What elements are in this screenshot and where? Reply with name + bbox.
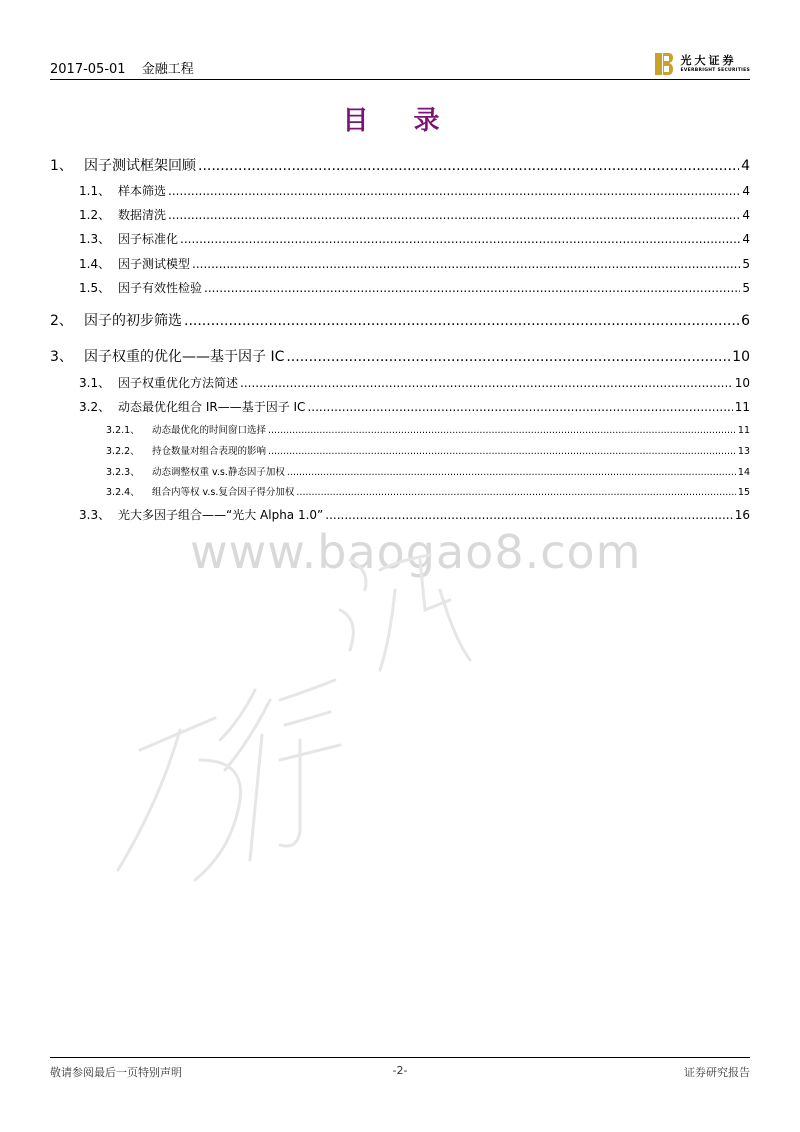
logo-cn-text: 光大证券 <box>680 54 737 67</box>
toc-leader <box>168 208 740 222</box>
toc-page: 5 <box>742 281 750 295</box>
toc-number: 3、 <box>50 349 73 365</box>
toc-label: 因子测试模型 <box>118 257 191 271</box>
toc-item-3-2-3[interactable] <box>50 464 750 478</box>
toc-page: 11 <box>737 425 750 436</box>
toc-label: 动态最优化的时间窗口选择 <box>152 425 267 436</box>
toc-label: 因子的初步筛选 <box>84 313 182 329</box>
header-meta <box>50 58 206 77</box>
toc-item-3[interactable] <box>50 346 750 366</box>
toc-label: 数据清洗 <box>118 208 167 222</box>
toc-item-3-2-2[interactable] <box>50 443 750 457</box>
toc-item-3-2[interactable] <box>50 398 750 415</box>
toc-page: 13 <box>737 446 750 457</box>
toc-page: 4 <box>742 208 750 222</box>
toc-leader <box>168 184 740 198</box>
toc-number: 1.2、 <box>79 208 111 222</box>
toc-item-3-2-4[interactable] <box>50 484 750 498</box>
page-number: -2- <box>392 1064 408 1077</box>
toc-leader <box>198 158 739 174</box>
toc-label: 因子标准化 <box>118 232 179 246</box>
toc-label: 动态最优化组合 IR——基于因子 IC <box>118 400 306 414</box>
logo-en-text: EVERBRIGHT SECURITIES <box>680 68 750 73</box>
toc-item-3-3[interactable] <box>50 506 750 523</box>
company-logo <box>654 50 750 78</box>
toc-label: 光大多因子组合——“光大 Alpha 1.0” <box>118 508 324 522</box>
toc-leader <box>192 257 740 271</box>
toc-page: 16 <box>734 508 750 522</box>
toc-page: 6 <box>741 313 750 329</box>
page-footer <box>50 1057 750 1082</box>
toc-item-1-3[interactable] <box>50 230 750 247</box>
toc-leader <box>240 376 733 390</box>
toc-number: 3.1、 <box>79 376 111 390</box>
toc-item-1-4[interactable] <box>50 255 750 272</box>
toc-number: 1.3、 <box>79 232 111 246</box>
footer-report-type: 证券研究报告 <box>684 1066 750 1079</box>
header-category: 金融工程 <box>141 62 194 77</box>
toc-label: 因子测试框架回顾 <box>84 158 196 174</box>
toc-label: 动态调整权重 v.s.静态因子加权 <box>152 467 285 478</box>
toc-leader <box>286 349 730 365</box>
toc-item-1-2[interactable] <box>50 206 750 223</box>
toc-number: 3.2、 <box>79 400 111 414</box>
toc-item-1-1[interactable] <box>50 182 750 199</box>
toc-page: 4 <box>742 232 750 246</box>
header-date: 2017-05-01 <box>50 62 126 77</box>
toc-item-1-5[interactable] <box>50 279 750 296</box>
toc-leader <box>184 313 739 329</box>
toc-label: 持仓数量对组合表现的影响 <box>152 446 267 457</box>
toc-number: 1.5、 <box>79 281 111 295</box>
toc-label: 因子权重优化方法简述 <box>118 376 239 390</box>
toc-leader <box>180 232 740 246</box>
toc-number: 1.4、 <box>79 257 111 271</box>
toc-number: 3.2.3、 <box>106 467 140 478</box>
toc-label: 样本筛选 <box>118 184 167 198</box>
toc-leader <box>268 425 736 436</box>
toc-number: 1.1、 <box>79 184 111 198</box>
page-header <box>50 50 750 80</box>
toc-number: 3.2.4、 <box>106 487 140 498</box>
toc-page: 11 <box>734 400 750 414</box>
toc-number: 3.3、 <box>79 508 111 522</box>
toc-item-3-2-1[interactable] <box>50 422 750 436</box>
toc-page: 15 <box>737 487 750 498</box>
toc-page: 4 <box>741 158 750 174</box>
footer-disclaimer: 敬请参阅最后一页特别声明 <box>50 1066 182 1079</box>
toc-leader <box>307 400 732 414</box>
header-divider <box>50 79 750 80</box>
toc-number: 1、 <box>50 158 73 174</box>
toc-item-1[interactable] <box>50 155 750 175</box>
toc-page: 10 <box>732 349 750 365</box>
toc-leader <box>296 487 736 498</box>
toc-leader <box>204 281 740 295</box>
toc-leader <box>287 467 736 478</box>
logo-mark-icon <box>654 52 674 76</box>
toc-page: 10 <box>734 376 750 390</box>
toc-label: 因子权重的优化——基于因子 IC <box>84 349 285 365</box>
toc-leader <box>325 508 732 522</box>
toc-number: 3.2.2、 <box>106 446 140 457</box>
toc-label: 组合内等权 v.s.复合因子得分加权 <box>152 487 295 498</box>
watermark-url: www.baogao8.com <box>190 525 642 579</box>
toc-leader <box>268 446 736 457</box>
toc-page: 14 <box>737 467 750 478</box>
toc-label: 因子有效性检验 <box>118 281 203 295</box>
toc-number: 3.2.1、 <box>106 425 140 436</box>
toc-page: 4 <box>742 184 750 198</box>
page-title: 目 录 <box>342 106 458 136</box>
toc-item-3-1[interactable] <box>50 374 750 391</box>
toc-item-2[interactable] <box>50 310 750 330</box>
toc-page: 5 <box>742 257 750 271</box>
toc-number: 2、 <box>50 313 73 329</box>
